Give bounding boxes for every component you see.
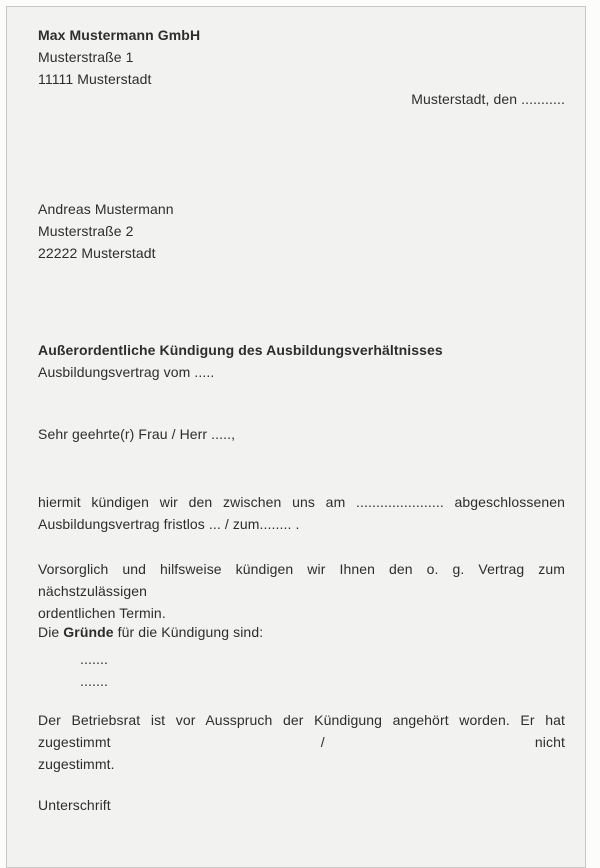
paragraph-termination [38, 491, 565, 535]
signature-label: Unterschrift [38, 797, 111, 813]
recipient-street: Musterstraße 2 [38, 223, 134, 239]
salutation: Sehr geehrte(r) Frau / Herr ....., [38, 426, 236, 442]
subject-subline: Ausbildungsvertrag vom ..... [38, 364, 215, 380]
sender-city: 11111 Musterstadt [38, 71, 152, 87]
sender-name: Max Mustermann GmbH [38, 27, 201, 43]
paragraph-works-council-line1: Der Betriebsrat ist vor Ausspruch der Kündigung angehört worden. Er hat zugestimmt / nicht [38, 712, 565, 750]
reasons-placeholder-1: ....... [80, 651, 108, 667]
sender-street: Musterstraße 1 [38, 49, 134, 65]
reasons-suffix: für die Kündigung sind: [113, 624, 264, 640]
reasons-prefix: Die [38, 624, 64, 640]
paragraph-works-council [38, 709, 565, 775]
recipient-name: Andreas Mustermann [38, 201, 174, 217]
subject-block [38, 339, 565, 383]
letter-page [6, 6, 586, 868]
reasons-placeholder-2: ....... [80, 673, 108, 689]
reasons-heading [38, 621, 565, 643]
reasons-keyword: Gründe [63, 624, 114, 640]
paragraph-precautionary [38, 558, 565, 624]
paragraph-termination-line1: hiermit kündigen wir den zwischen uns am ...................... abgeschlossenen [38, 494, 565, 510]
recipient-city: 22222 Musterstadt [38, 245, 156, 261]
paragraph-termination-line2: Ausbildungsvertrag fristlos ... / zum........ . [38, 516, 300, 532]
reasons-placeholder-list [80, 648, 280, 692]
paragraph-works-council-line2: zugestimmt. [38, 756, 115, 772]
sender-address-block [38, 24, 565, 90]
paragraph-precautionary-line1: Vorsorglich und hilfsweise kündigen wir Ihnen den o. g. Vertrag zum nächstzulässigen [38, 561, 565, 599]
recipient-address-block [38, 198, 565, 264]
paragraph-precautionary-line2: ordentlichen Termin. [38, 605, 166, 621]
date-line: Musterstadt, den ........... [411, 91, 565, 107]
subject-line: Außerordentliche Kündigung des Ausbildungsverhältnisses [38, 342, 443, 358]
